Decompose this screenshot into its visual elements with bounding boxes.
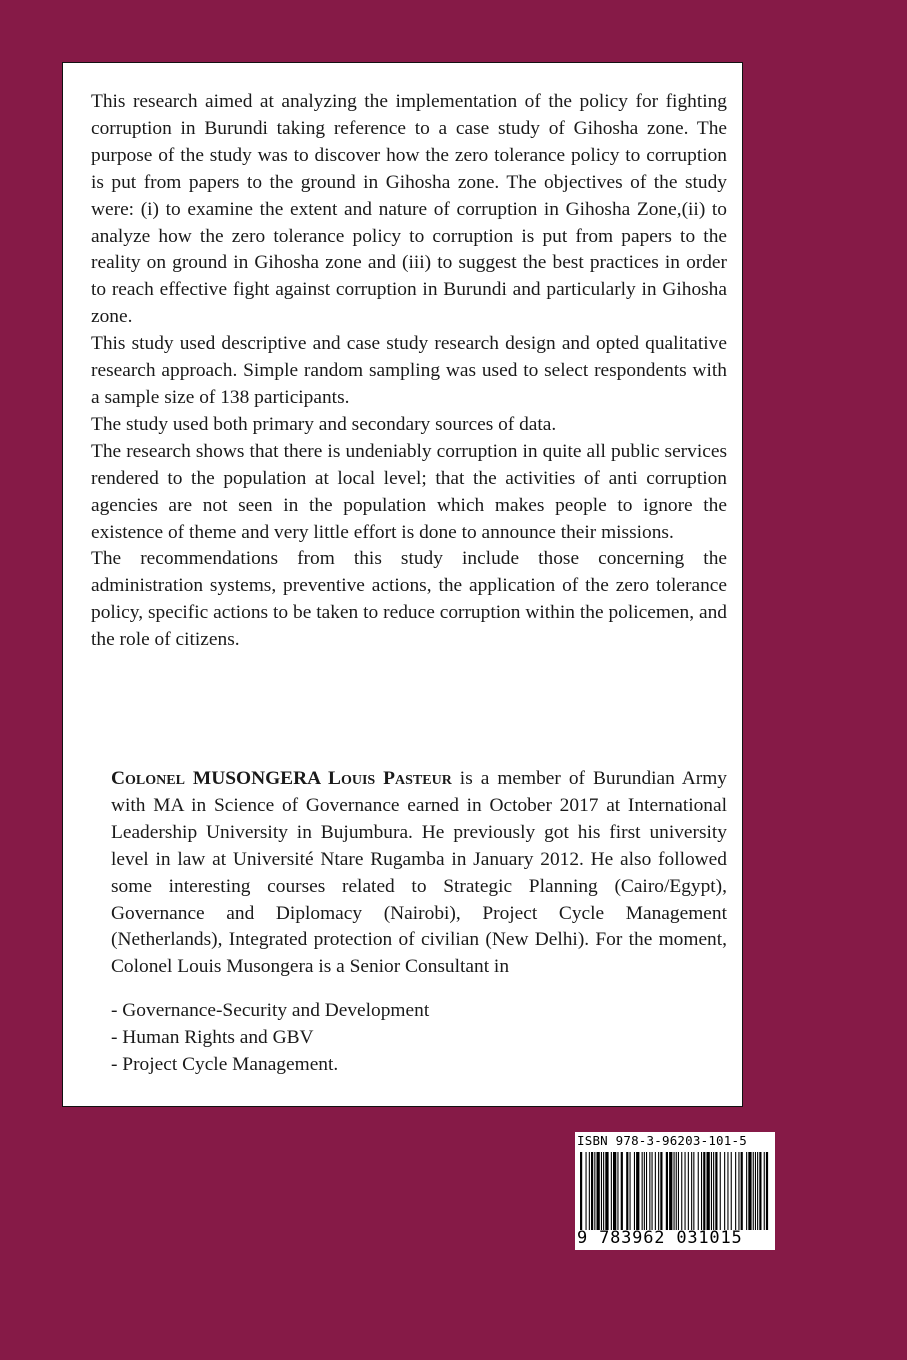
barcode-bar: [666, 1152, 668, 1230]
barcode-bar: [753, 1152, 754, 1230]
author-bio-text: is a member of Burundian Army with MA in Science of Governance earned in October 2017 at International Leadership University in Bujumbura. He previously got his first university level in law at Université Ntare Rugamba in January 2012. He also followed some interesting courses related to Strategic Planning (Cairo/Egypt), Governance and Diplomacy (Nairobi), Project Cycle Management (Netherlands), Integrated protection of civilian (New Delhi). For the moment, Colonel Louis Musongera is a Senior Consultant in: [111, 768, 727, 978]
barcode-bar: [735, 1152, 736, 1230]
barcode-bar: [678, 1152, 679, 1230]
abstract-paragraph-1: This research aimed at analyzing the implementation of the policy for fighting corruption in Burundi taking reference to a case study of Gihosha zone. The purpose of the study was to discover how the zero tolerance policy to corruption is put from papers to the ground in Gihosha zone. The objectives of the study were: (i) to examine the extent and nature of corruption in Gihosha Zone,(ii) to analyze how the zero tolerance policy to corruption is put from papers to the reality on ground in Gihosha zone and (iii) to suggest the best practices in order to reach effective fight against corruption in Burundi and particularly in Gihosha zone.: [91, 91, 727, 328]
expertise-item: - Human Rights and GBV: [111, 1026, 314, 1048]
barcode-bar: [766, 1152, 768, 1230]
barcode-bar: [685, 1152, 686, 1230]
barcode-bar: [703, 1152, 705, 1230]
expertise-item: - Project Cycle Management.: [111, 1053, 339, 1075]
barcode-bar: [594, 1152, 595, 1230]
barcode-bar: [713, 1152, 714, 1230]
barcode-bar: [757, 1152, 758, 1230]
barcode-bar: [630, 1152, 631, 1230]
abstract-paragraph-5: The recommendations from this study include those concerning the administration systems, preventive actions, the application of the zero tolerance policy, specific actions to be taken to reduce corruption within the policemen, and the role of citizens.: [91, 548, 727, 651]
barcode-bar: [691, 1152, 692, 1230]
barcode-bar: [603, 1152, 604, 1230]
barcode-bar: [707, 1152, 710, 1230]
abstract-paragraph-2: This study used descriptive and case study research design and opted qualitative research approach. Simple random sampling was used to select respondents with a sample size of 138 participants.: [91, 333, 727, 408]
author-bio: [111, 766, 727, 981]
barcode-bars: [578, 1152, 772, 1230]
barcode-bar: [681, 1152, 682, 1230]
barcode-bar: [652, 1152, 653, 1230]
abstract: [91, 89, 727, 654]
barcode-bar: [658, 1152, 659, 1230]
barcode-bar: [601, 1152, 602, 1230]
abstract-paragraph-3: The study used both primary and secondary sources of data.: [91, 413, 557, 435]
barcode-bar: [711, 1152, 712, 1230]
isbn-barcode: [575, 1132, 775, 1250]
barcode-bar: [649, 1152, 650, 1230]
barcode-bar: [727, 1152, 728, 1230]
barcode-bar: [646, 1152, 647, 1230]
expertise-list: [111, 998, 711, 1079]
barcode-bar: [720, 1152, 721, 1230]
barcode-bar: [701, 1152, 702, 1230]
barcode-bar: [741, 1152, 743, 1230]
barcode-bar: [755, 1152, 756, 1230]
barcode-bar: [580, 1152, 582, 1230]
barcode-bar: [764, 1152, 765, 1230]
barcode-bar: [674, 1152, 675, 1230]
barcode-bar: [636, 1152, 639, 1230]
isbn-number: ISBN 978-3-96203-101-5: [577, 1133, 747, 1148]
barcode-bar: [676, 1152, 677, 1230]
barcode-bar: [634, 1152, 635, 1230]
barcode-bar: [589, 1152, 590, 1230]
barcode-bar: [660, 1152, 662, 1230]
barcode-bar: [693, 1152, 694, 1230]
barcode-bar: [605, 1152, 608, 1230]
barcode-bar: [613, 1152, 616, 1230]
barcode-bar: [759, 1152, 761, 1230]
barcode-bar: [626, 1152, 628, 1230]
expertise-item: - Governance-Security and Development: [111, 1000, 430, 1021]
barcode-bar: [621, 1152, 623, 1230]
barcode-bar: [611, 1152, 612, 1230]
barcode-bar: [591, 1152, 593, 1230]
barcode-bar: [724, 1152, 725, 1230]
ean-number: 9 783962 031015: [577, 1228, 743, 1248]
abstract-paragraph-4: The research shows that there is undeniably corruption in quite all public services rendered to the population at local level; that the activities of anti corruption agencies are not seen in the population which makes people to ignore the existence of theme and very little effort is done to announce their missions.: [91, 440, 727, 543]
text-panel: [62, 62, 743, 1107]
barcode-bar: [748, 1152, 751, 1230]
barcode-bar: [642, 1152, 643, 1230]
barcode-bar: [669, 1152, 672, 1230]
barcode-bar: [617, 1152, 618, 1230]
barcode-bar: [586, 1152, 587, 1230]
barcode-bar: [698, 1152, 699, 1230]
barcode-bar: [597, 1152, 600, 1230]
barcode-bar: [746, 1152, 747, 1230]
author-name: Colonel MUSONGERA Louis Pasteur: [111, 768, 452, 789]
barcode-bar: [715, 1152, 717, 1230]
barcode-bar: [731, 1152, 732, 1230]
barcode-bar: [688, 1152, 689, 1230]
barcode-bar: [655, 1152, 656, 1230]
barcode-bar: [644, 1152, 645, 1230]
barcode-bar: [738, 1152, 739, 1230]
